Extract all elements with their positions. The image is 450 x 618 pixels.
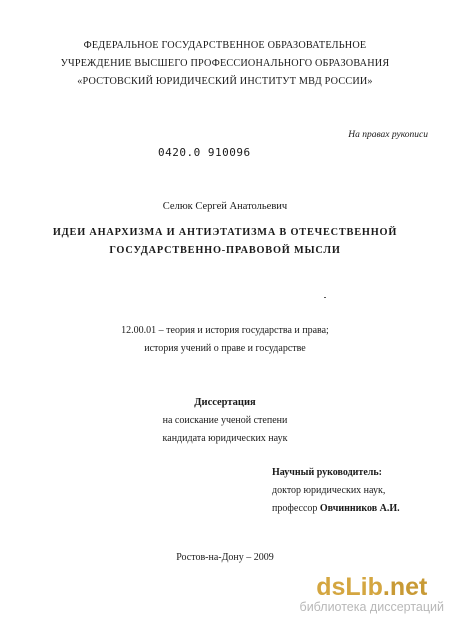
specialty-line-1: 12.00.01 – теория и история государства и права;	[121, 325, 329, 336]
thesis-title-line-2: ГОСУДАРСТВЕННО-ПРАВОВОЙ МЫСЛИ	[109, 245, 341, 256]
supervisor-degree: доктор юридических наук,	[272, 485, 386, 496]
institution-header-line-1: ФЕДЕРАЛЬНОЕ ГОСУДАРСТВЕННОЕ ОБРАЗОВАТЕЛЬНОЕ	[83, 40, 367, 51]
supervisor-name: Овчинников А.И.	[319, 503, 400, 514]
institution-header-line-2: УЧРЕЖДЕНИЕ ВЫСШЕГО ПРОФЕССИОНАЛЬНОГО ОБРАЗОВАНИЯ	[60, 58, 390, 69]
scan-speck	[324, 297, 326, 298]
dslib-watermark	[300, 574, 444, 614]
watermark-subtitle: библиотека диссертаций	[299, 600, 444, 614]
watermark-logo-domain: .net	[382, 573, 428, 601]
supervisor-heading: Научный руководитель:	[272, 467, 382, 478]
institution-header-line-3: «РОСТОВСКИЙ ЮРИДИЧЕСКИЙ ИНСТИТУТ МВД РОССИИ»	[77, 76, 373, 87]
manuscript-rights-note: На правах рукописи	[348, 130, 428, 140]
degree-line-2: кандидата юридических наук	[162, 433, 288, 444]
thesis-title-line-1: ИДЕИ АНАРХИЗМА И АНТИЭТАТИЗМА В ОТЕЧЕСТВЕННОЙ	[52, 227, 398, 238]
city-and-year: Ростов-на-Дону – 2009	[176, 552, 274, 563]
author-name: Селюк Сергей Анатольевич	[162, 201, 288, 212]
supervisor-rank: профессор	[272, 503, 320, 514]
degree-line-1: на соискание ученой степени	[162, 415, 288, 426]
watermark-logo-main: dsLib	[316, 573, 383, 601]
watermark-logo	[300, 574, 444, 600]
supervisor-title	[272, 503, 400, 514]
registration-code: 0420.0 910096	[158, 146, 251, 159]
specialty-line-2: история учений о праве и государстве	[144, 343, 306, 354]
dissertation-heading: Диссертация	[194, 397, 256, 408]
